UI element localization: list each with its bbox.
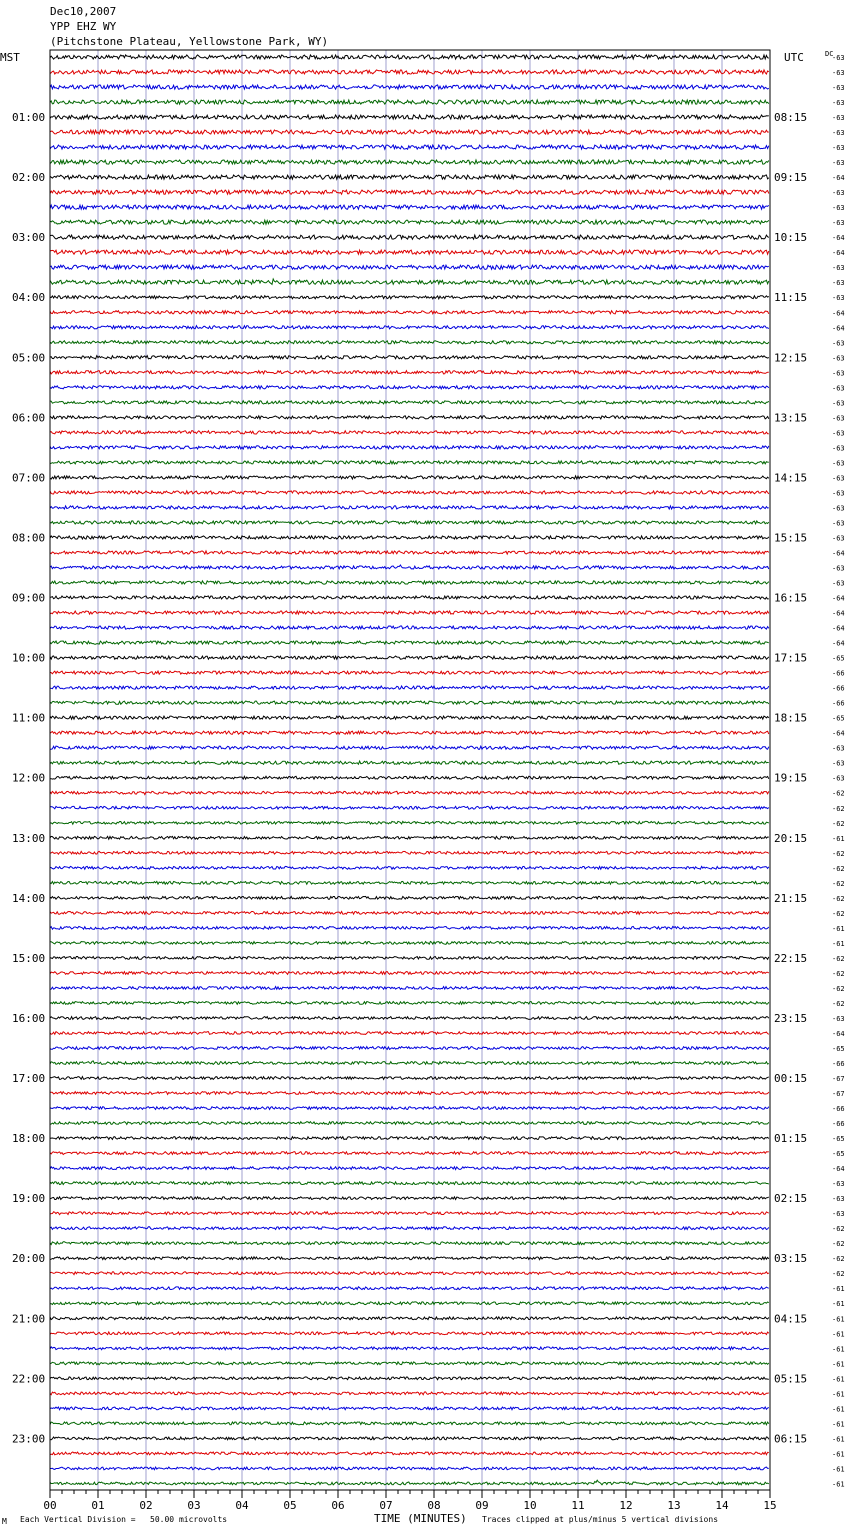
trace-line (50, 55, 769, 59)
trace-line (50, 1152, 769, 1155)
dc-offset-label: -63 (832, 744, 845, 753)
trace-line (50, 1287, 769, 1290)
mst-hour-label: 07:00 (12, 471, 46, 485)
trace-line (50, 476, 769, 479)
utc-hour-label: 01:15 (774, 1132, 808, 1146)
utc-hour-label: 22:15 (774, 951, 808, 965)
utc-hour-label: 02:15 (774, 1192, 808, 1206)
dc-offset-label: -63 (832, 54, 845, 62)
trace-line (50, 731, 769, 734)
dc-offset-label: -62 (832, 1240, 845, 1249)
trace-line (50, 1077, 769, 1080)
utc-hour-label: 00:15 (774, 1072, 808, 1086)
trace-line (50, 881, 769, 884)
dc-offset-label: -62 (832, 879, 845, 888)
trace-line (50, 1122, 769, 1125)
trace-line (50, 626, 769, 629)
x-tick-label: 01 (91, 1499, 105, 1512)
x-tick-label: 10 (523, 1499, 537, 1512)
dc-offset-label: -64 (832, 1029, 845, 1038)
x-tick-label: 02 (139, 1499, 153, 1512)
trace-line (50, 160, 769, 164)
mst-hour-label: 20:00 (12, 1252, 46, 1266)
mst-hour-label: 18:00 (12, 1132, 46, 1146)
dc-offset-label: -66 (832, 684, 845, 693)
trace-line (50, 565, 769, 569)
dc-offset-label: -64 (832, 249, 845, 258)
dc-offset-label: -62 (832, 864, 845, 873)
dc-offset-label: -61 (832, 1315, 845, 1324)
trace-line (50, 1377, 769, 1380)
trace-line (50, 1347, 769, 1350)
trace-line (50, 356, 769, 359)
trace-line (50, 1242, 769, 1245)
dc-offset-label: -61 (832, 1360, 845, 1369)
trace-line (50, 596, 769, 599)
dc-offset-label: -65 (832, 1150, 845, 1159)
dc-offset-label: -64 (832, 729, 845, 738)
dc-offset-label: -63 (832, 99, 845, 108)
dc-offset-label: -62 (832, 894, 845, 903)
x-tick-label: 15 (763, 1499, 777, 1512)
dc-offset-label: -61 (832, 939, 845, 948)
utc-hour-label: 14:15 (774, 471, 808, 485)
trace-line (50, 656, 769, 659)
trace-line (50, 250, 769, 254)
trace-line (50, 205, 769, 209)
dc-offset-label: -63 (832, 399, 845, 408)
dc-offset-label: -62 (832, 819, 845, 828)
dc-offset-label: -63 (832, 759, 845, 768)
x-tick-label: 03 (187, 1499, 201, 1512)
trace-line (50, 145, 769, 149)
dc-offset-label: -62 (832, 789, 845, 798)
dc-offset-label: -62 (832, 1255, 845, 1264)
mst-hour-label: 10:00 (12, 651, 46, 665)
trace-line (50, 761, 769, 764)
dc-column-label: DC (825, 50, 834, 58)
trace-line (50, 265, 769, 269)
dc-offset-label: -63 (832, 1195, 845, 1204)
dc-offset-label: -64 (832, 309, 845, 318)
trace-line (50, 1107, 769, 1110)
dc-offset-label: -61 (832, 1480, 845, 1489)
dc-offset-label: -61 (832, 1465, 845, 1474)
dc-offset-label: -61 (832, 1375, 845, 1384)
x-tick-label: 09 (475, 1499, 489, 1512)
trace-line (50, 1452, 769, 1455)
trace-line (50, 1197, 769, 1200)
dc-offset-label: -66 (832, 1060, 845, 1069)
trace-line (50, 1061, 769, 1065)
trace-line (50, 701, 769, 704)
trace-line (50, 1032, 769, 1035)
dc-offset-label: -61 (832, 834, 845, 843)
dc-offset-label: -61 (832, 1450, 845, 1459)
dc-offset-label: -67 (832, 1075, 845, 1084)
trace-line (50, 341, 769, 344)
dc-offset-label: -63 (832, 579, 845, 588)
dc-offset-label: -65 (832, 714, 845, 723)
trace-line (50, 1137, 769, 1140)
dc-offset-label: -62 (832, 909, 845, 918)
mst-hour-label: 01:00 (12, 111, 46, 125)
mst-hour-label: 06:00 (12, 411, 46, 425)
dc-offset-label: -63 (832, 264, 845, 273)
dc-offset-label: -63 (832, 144, 845, 153)
dc-offset-label: -63 (832, 534, 845, 543)
dc-offset-label: -61 (832, 1405, 845, 1414)
dc-offset-label: -64 (832, 549, 845, 558)
dc-offset-label: -63 (832, 69, 845, 78)
trace-line (50, 536, 769, 539)
x-tick-label: 12 (619, 1499, 633, 1512)
dc-offset-label: -64 (832, 234, 845, 243)
trace-line (50, 70, 769, 74)
dc-offset-label: -63 (832, 204, 845, 213)
utc-hour-label: 19:15 (774, 771, 808, 785)
x-tick-label: 06 (331, 1499, 345, 1512)
x-axis-title: TIME (MINUTES) (374, 1512, 467, 1525)
dc-offset-label: -64 (832, 624, 845, 633)
dc-offset-label: -62 (832, 984, 845, 993)
vertical-division-note: Each Vertical Division = 50.00 microvolts (20, 1515, 228, 1524)
dc-offset-label: -63 (832, 459, 845, 468)
trace-line (50, 611, 769, 614)
mst-hour-label: 13:00 (12, 831, 46, 845)
trace-line (50, 115, 769, 119)
trace-line (50, 671, 769, 674)
trace-line (50, 175, 769, 179)
dc-offset-label: -61 (832, 1285, 845, 1294)
utc-hour-label: 03:15 (774, 1252, 808, 1266)
trace-line (50, 896, 769, 899)
trace-line (50, 581, 769, 584)
trace-line (50, 866, 769, 869)
trace-line (50, 1047, 769, 1050)
trace-line (50, 100, 769, 104)
trace-line (50, 1362, 769, 1365)
mst-hour-label: 17:00 (12, 1072, 46, 1086)
dc-offset-label: -63 (832, 279, 845, 288)
station-code: YPP EHZ WY (50, 20, 117, 33)
trace-line (50, 1272, 769, 1275)
trace-line (50, 776, 769, 779)
trace-line (50, 1017, 769, 1020)
trace-line (50, 551, 769, 554)
utc-hour-label: 09:15 (774, 171, 808, 185)
trace-line (50, 987, 769, 990)
x-tick-label: 04 (235, 1499, 249, 1512)
mst-axis-label: MST (0, 51, 20, 64)
dc-offset-label: -66 (832, 699, 845, 708)
trace-line (50, 1167, 769, 1170)
trace-line (50, 296, 769, 299)
trace-line (50, 1182, 769, 1185)
trace-line (50, 806, 769, 809)
trace-line (50, 1407, 769, 1410)
utc-hour-label: 12:15 (774, 351, 808, 365)
trace-line (50, 279, 769, 284)
trace-line (50, 1302, 769, 1305)
trace-line (50, 416, 769, 419)
trace-line (50, 972, 769, 975)
dc-offset-label: -63 (832, 84, 845, 93)
mst-hour-label: 22:00 (12, 1372, 46, 1386)
trace-line (50, 521, 769, 524)
station-location: (Pitchstone Plateau, Yellowstone Park, WY) (50, 35, 329, 48)
trace-line (50, 1257, 769, 1260)
mst-hour-label: 14:00 (12, 891, 46, 905)
x-tick-label: 14 (715, 1499, 729, 1512)
trace-line (50, 942, 769, 945)
dc-offset-label: -64 (832, 639, 845, 648)
dc-offset-label: -62 (832, 1270, 845, 1279)
dc-offset-label: -63 (832, 384, 845, 393)
trace-line (50, 130, 769, 134)
mst-hour-label: 08:00 (12, 531, 46, 545)
dc-offset-label: -65 (832, 1044, 845, 1053)
utc-hour-label: 04:15 (774, 1312, 808, 1326)
dc-offset-label: -62 (832, 1225, 845, 1234)
x-tick-label: 05 (283, 1499, 297, 1512)
dc-offset-label: -63 (832, 354, 845, 363)
dc-offset-label: -63 (832, 414, 845, 423)
trace-line (50, 1227, 769, 1230)
trace-line (50, 326, 769, 329)
trace-line (50, 791, 769, 794)
utc-hour-label: 05:15 (774, 1372, 808, 1386)
dc-offset-label: -63 (832, 474, 845, 483)
dc-offset-label: -63 (832, 489, 845, 498)
plot-date: Dec10,2007 (50, 5, 117, 18)
mst-hour-label: 05:00 (12, 351, 46, 365)
mst-hour-label: 19:00 (12, 1192, 46, 1206)
dc-offset-label: -62 (832, 969, 845, 978)
utc-hour-label: 10:15 (774, 231, 808, 245)
trace-line (50, 1467, 769, 1470)
dc-offset-label: -64 (832, 1165, 845, 1174)
trace-line (50, 1437, 769, 1440)
trace-line (50, 641, 769, 644)
trace-line (50, 431, 769, 434)
dc-offset-label: -63 (832, 159, 845, 168)
utc-hour-label: 06:15 (774, 1432, 808, 1446)
mst-hour-label: 21:00 (12, 1312, 46, 1326)
mst-hour-label: 04:00 (12, 291, 46, 305)
utc-hour-label: 20:15 (774, 831, 808, 845)
x-tick-label: 07 (379, 1499, 393, 1512)
trace-line (50, 821, 769, 824)
x-tick-label: 11 (571, 1499, 585, 1512)
dc-offset-label: -64 (832, 324, 845, 333)
utc-axis-label: UTC (784, 51, 804, 64)
mst-hour-label: 12:00 (12, 771, 46, 785)
dc-offset-label: -61 (832, 1300, 845, 1309)
dc-offset-label: -63 (832, 519, 845, 528)
dc-offset-label: -67 (832, 1090, 845, 1099)
utc-hour-label: 21:15 (774, 891, 808, 905)
mst-hour-label: 15:00 (12, 951, 46, 965)
x-tick-label: 08 (427, 1499, 441, 1512)
dc-offset-label: -62 (832, 954, 845, 963)
x-tick-label: 13 (667, 1499, 681, 1512)
dc-offset-label: -61 (832, 1390, 845, 1399)
dc-offset-label: -64 (832, 609, 845, 618)
trace-line (50, 1092, 769, 1095)
dc-offset-label: -63 (832, 369, 845, 378)
dc-offset-label: -63 (832, 1210, 845, 1219)
dc-offset-label: -64 (832, 174, 845, 183)
mst-hour-label: 09:00 (12, 591, 46, 605)
trace-line (50, 506, 769, 509)
trace-line (50, 1002, 769, 1005)
dc-offset-label: -63 (832, 1014, 845, 1023)
dc-offset-label: -63 (832, 129, 845, 138)
dc-offset-label: -61 (832, 924, 845, 933)
trace-line (50, 446, 769, 449)
trace-line (50, 311, 769, 314)
dc-offset-label: -66 (832, 1120, 845, 1129)
trace-line (50, 386, 769, 389)
utc-hour-label: 15:15 (774, 531, 808, 545)
dc-offset-label: -63 (832, 1180, 845, 1189)
trace-line (50, 912, 769, 915)
trace-line (50, 491, 769, 494)
dc-offset-label: -61 (832, 1435, 845, 1444)
dc-offset-label: -61 (832, 1330, 845, 1339)
trace-line (50, 851, 769, 854)
trace-line (50, 836, 769, 839)
trace-line (50, 716, 769, 719)
trace-line (50, 401, 769, 404)
dc-offset-label: -62 (832, 999, 845, 1008)
trace-line (50, 746, 769, 749)
dc-offset-label: -63 (832, 444, 845, 453)
dc-offset-label: -63 (832, 294, 845, 303)
utc-hour-label: 18:15 (774, 711, 808, 725)
dc-offset-label: -62 (832, 849, 845, 858)
trace-line (50, 1317, 769, 1320)
utc-hour-label: 11:15 (774, 291, 808, 305)
dc-offset-label: -63 (832, 429, 845, 438)
trace-line (50, 1480, 769, 1485)
trace-line (50, 686, 769, 689)
dc-offset-label: -65 (832, 1135, 845, 1144)
trace-line (50, 220, 769, 224)
utc-hour-label: 23:15 (774, 1011, 808, 1025)
trace-line (50, 235, 769, 239)
trace-line (50, 190, 769, 194)
dc-offset-label: -66 (832, 669, 845, 678)
trace-line (50, 1332, 769, 1335)
dc-offset-label: -64 (832, 594, 845, 603)
utc-hour-label: 17:15 (774, 651, 808, 665)
dc-offset-label: -63 (832, 774, 845, 783)
utc-hour-label: 16:15 (774, 591, 808, 605)
dc-offset-label: -63 (832, 564, 845, 573)
dc-offset-label: -62 (832, 804, 845, 813)
dc-offset-label: -63 (832, 189, 845, 198)
mst-hour-label: 11:00 (12, 711, 46, 725)
trace-line (50, 85, 769, 89)
trace-line (50, 371, 769, 374)
trace-line (50, 957, 769, 960)
dc-offset-label: -63 (832, 504, 845, 513)
trace-line (50, 1422, 769, 1425)
mst-hour-label: 02:00 (12, 171, 46, 185)
mst-hour-label: 03:00 (12, 231, 46, 245)
footer-mark: M (2, 1517, 7, 1526)
dc-offset-label: -61 (832, 1345, 845, 1354)
trace-line (50, 1212, 769, 1215)
trace-line (50, 927, 769, 930)
dc-offset-label: -63 (832, 339, 845, 348)
dc-offset-label: -63 (832, 114, 845, 123)
dc-offset-label: -66 (832, 1105, 845, 1114)
clip-note: Traces clipped at plus/minus 5 vertical divisions (482, 1515, 719, 1524)
utc-hour-label: 13:15 (774, 411, 808, 425)
trace-line (50, 1392, 769, 1395)
mst-hour-label: 16:00 (12, 1011, 46, 1025)
trace-line (50, 461, 769, 464)
dc-offset-label: -63 (832, 219, 845, 228)
x-tick-label: 00 (43, 1499, 57, 1512)
dc-offset-label: -65 (832, 654, 845, 663)
mst-hour-label: 23:00 (12, 1432, 46, 1446)
dc-offset-label: -61 (832, 1420, 845, 1429)
utc-hour-label: 08:15 (774, 111, 808, 125)
